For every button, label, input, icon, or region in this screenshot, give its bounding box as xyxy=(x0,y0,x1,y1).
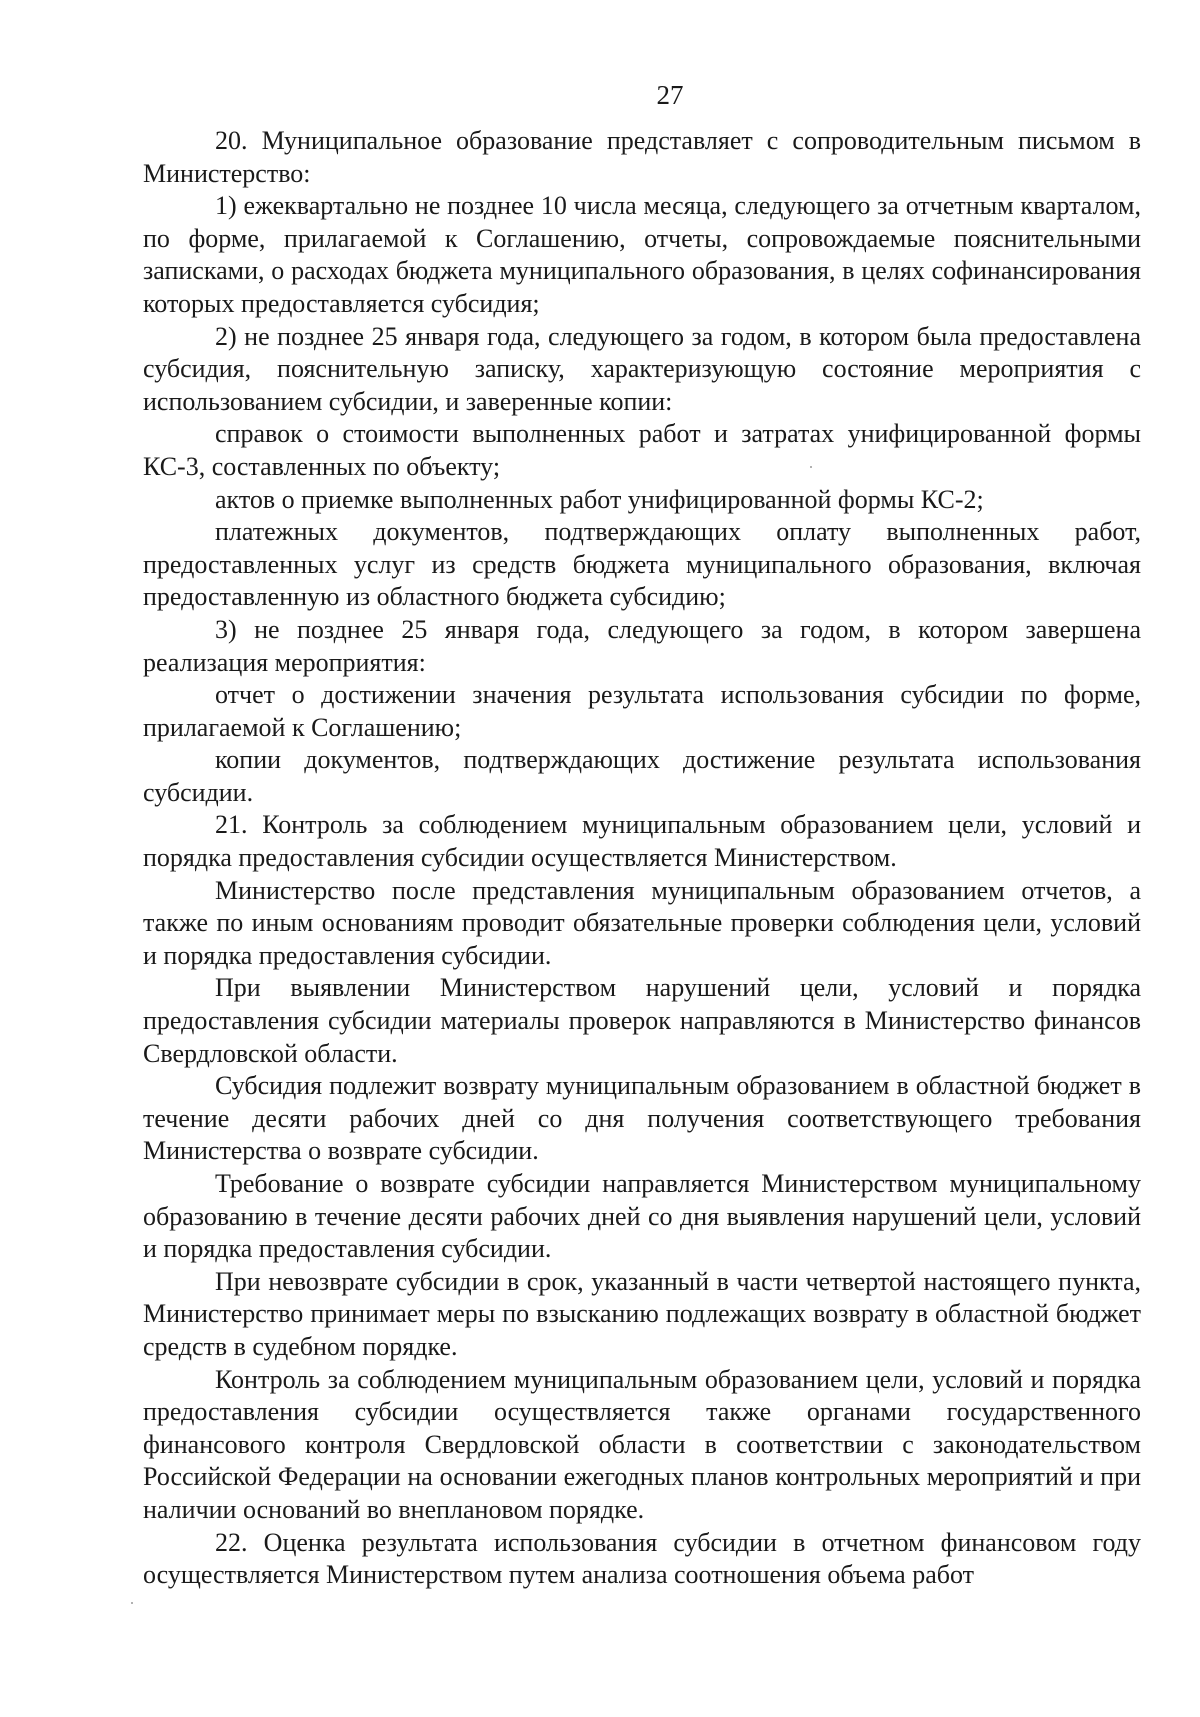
paragraph-20-intro: 20. Муниципальное образование представляет с сопроводительным письмом в Министерство: xyxy=(143,126,1141,188)
paragraph-22-evaluation: 22. Оценка результата использования субсидии в отчетном финансовом году осуществляется Министерством путем анализа соотношения объема работ xyxy=(143,1527,1141,1590)
scan-speck xyxy=(810,466,812,468)
paragraph-ks2-acts: актов о приемке выполненных работ унифицированной формы КС-2; xyxy=(215,484,984,514)
paragraph-ks3-certificates: справок о стоимости выполненных работ и затратах унифицированной формы КС-3, составленных по объекту; xyxy=(143,419,1141,481)
paragraph-return-requirement: Требование о возврате субсидии направляется Министерством муниципальному образованию в течение десяти рабочих дней со дня выявления нарушений цели, условий и порядка предоставления субсидии. xyxy=(143,1169,1141,1264)
paragraph-21-control: 21. Контроль за соблюдением муниципальным образованием цели, условий и порядка предоставления субсидии осуществляется Министерством. xyxy=(143,810,1141,873)
scan-speck xyxy=(131,1602,133,1604)
paragraph-item-3: 3) не позднее 25 января года, следующего за годом, в котором завершена реализация мероприятия: xyxy=(143,614,1141,677)
paragraph-result-copies: копии документов, подтверждающих достижение результата использования субсидии. xyxy=(143,745,1141,807)
paragraph-result-report: отчет о достижении значения результата использования субсидии по форме, прилагаемой к Соглашению; xyxy=(143,680,1141,742)
page-number: 27 xyxy=(656,80,684,110)
paragraph-item-2: 2) не позднее 25 января года, следующего за годом, в котором была предоставлена субсидия, пояснительную записку, характеризующую состояние мероприятия с использованием субсидии, и заверенные копии: xyxy=(143,321,1141,416)
paragraph-payment-documents: платежных документов, подтверждающих оплату выполненных работ, предоставленных услуг из средств бюджета муниципального образования, включая предоставленную из областного бюджета субсидию; xyxy=(143,517,1141,612)
paragraph-non-return: При невозврате субсидии в срок, указанный в части четвертой настоящего пункта, Министерство принимает меры по взысканию подлежащих возврату в областной бюджет средств в судебном порядке. xyxy=(143,1266,1141,1361)
paragraph-item-1: 1) ежеквартально не позднее 10 числа месяца, следующего за отчетным кварталом, по форме, прилагаемой к Соглашению, отчеты, сопровождаемые пояснительными записками, о расходах бюджета муниципального образования, в целях софинансирования которых предоставляется субсидия; xyxy=(143,191,1141,318)
paragraph-violations: При выявлении Министерством нарушений цели, условий и порядка предоставления субсидии материалы проверок направляются в Министерство финансов Свердловской области. xyxy=(143,973,1141,1068)
document-body xyxy=(143,125,1141,1592)
paragraph-state-control: Контроль за соблюдением муниципальным образованием цели, условий и порядка предоставления субсидии осуществляется также органами государственного финансового контроля Свердловской области в соответствии с законодательством Российской Федерации на основании ежегодных планов контрольных мероприятий и при наличии оснований во внеплановом порядке. xyxy=(143,1364,1141,1524)
paragraph-subsidy-return: Субсидия подлежит возврату муниципальным образованием в областной бюджет в течение десяти рабочих дней со дня получения соответствующего требования Министерства о возврате субсидии. xyxy=(143,1071,1141,1166)
paragraph-ministry-checks: Министерство после представления муниципальным образованием отчетов, а также по иным основаниям проводит обязательные проверки соблюдения цели, условий и порядка предоставления субсидии. xyxy=(143,875,1141,970)
